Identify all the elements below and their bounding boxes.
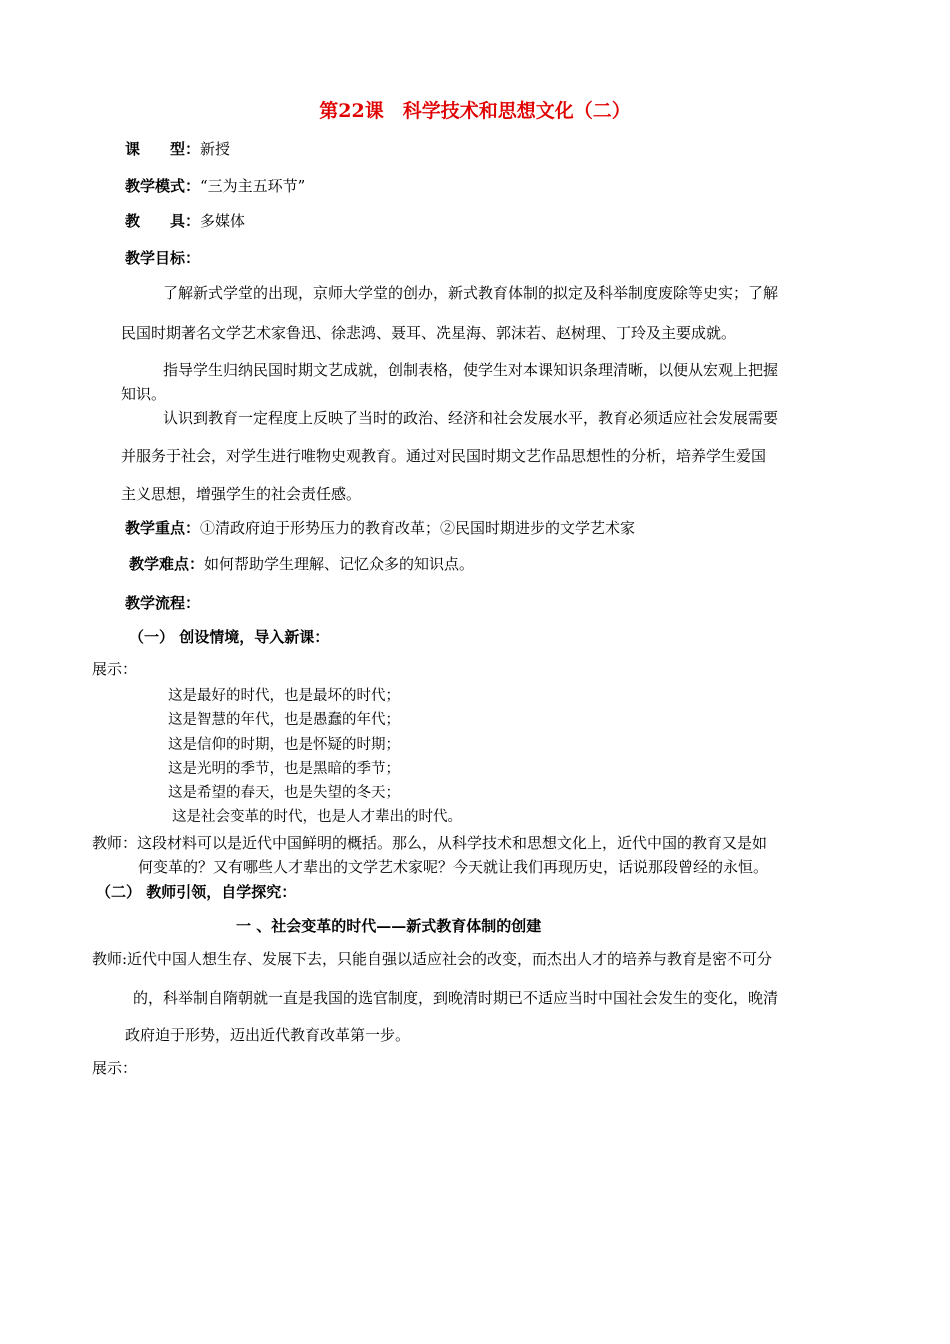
lesson-type-label: 课 型： [125, 140, 201, 158]
poem-line: 这是最好的时代，也是最坏的时代； [168, 688, 400, 704]
poem-line: 这是光明的季节，也是黑暗的季节； [168, 761, 400, 777]
lesson-type-row [125, 139, 230, 159]
teaching-tools-value: 多媒体 [200, 212, 246, 230]
poem-line: 这是社会变革的时代，也是人才辈出的时代。 [172, 809, 462, 825]
key-points-label: 教学重点： [125, 519, 201, 537]
step-1-heading: （一） 创设情境，导入新课： [129, 628, 330, 646]
lesson-title: 第22课 科学技术和思想文化（二） [319, 100, 631, 122]
difficulty-row [129, 554, 474, 574]
teacher-remark-2-line-1: 教师:近代中国人想生存、发展下去，只能自强以适应社会的改变，而杰出人才的培养与教育是密不可分 [92, 950, 773, 968]
process-heading: 教学流程： [125, 594, 201, 612]
teaching-mode-label: 教学模式： [125, 177, 201, 195]
teaching-mode-row [125, 176, 305, 196]
objective-3-line-2: 并服务于社会，对学生进行唯物史观教育。通过对民国时期文艺作品思想性的分析，培养学生爱国 [121, 447, 767, 465]
objective-3-line-3: 主义思想，增强学生的社会责任感。 [121, 485, 362, 503]
teaching-tools-row [125, 211, 245, 231]
teacher-remark-1-line-1: 教师：这段材料可以是近代中国鲜明的概括。那么，从科学技术和思想文化上，近代中国的教育又是如 [92, 834, 768, 852]
teaching-mode-value: “三为主五环节” [200, 177, 306, 195]
lesson-type-value: 新授 [200, 140, 231, 158]
key-points-row [125, 518, 635, 538]
objective-2-line-2: 知识。 [121, 385, 167, 403]
objective-2-line-1: 指导学生归纳民国时期文艺成就，创制表格，使学生对本课知识条理清晰，以便从宏观上把握 [163, 361, 779, 379]
show-label-1: 展示： [92, 660, 138, 678]
poem-line: 这是希望的春天，也是失望的冬天； [168, 785, 400, 801]
objective-1-line-1: 了解新式学堂的出现，京师大学堂的创办，新式教育体制的拟定及科举制度废除等史实；了解 [163, 284, 779, 302]
section-1-heading: 一 、社会变革的时代——新式教育体制的创建 [236, 917, 542, 935]
teacher-remark-1-line-2: 何变革的？又有哪些人才辈出的文学艺术家呢？今天就让我们再现历史，话说那段曾经的永恒。 [138, 858, 769, 876]
teaching-tools-label: 教 具： [125, 212, 201, 230]
poem-line: 这是智慧的年代，也是愚蠢的年代； [168, 712, 400, 728]
objective-3-line-1: 认识到教育一定程度上反映了当时的政治、经济和社会发展水平，教育必须适应社会发展需要 [163, 409, 779, 427]
teacher-remark-2-line-2: 的，科举制自隋朝就一直是我国的选官制度，到晚清时期已不适应当时中国社会发生的变化，晚清 [133, 989, 779, 1007]
objective-1-line-2: 民国时期著名文学艺术家鲁迅、徐悲鸿、聂耳、冼星海、郭沫若、赵树理、丁玲及主要成就。 [121, 324, 737, 342]
objectives-heading: 教学目标： [125, 249, 201, 267]
show-label-2: 展示： [92, 1059, 138, 1077]
teacher-remark-2-line-3: 政府迫于形势，迈出近代教育改革第一步。 [125, 1026, 411, 1044]
key-points-value: ①清政府迫于形势压力的教育改革；②民国时期进步的文学艺术家 [200, 519, 636, 537]
step-2-heading: （二） 教师引领，自学探究： [96, 883, 297, 901]
difficulty-value: 如何帮助学生理解、记忆众多的知识点。 [204, 555, 475, 573]
difficulty-label: 教学难点： [129, 555, 205, 573]
poem-line: 这是信仰的时期，也是怀疑的时期； [168, 737, 400, 753]
